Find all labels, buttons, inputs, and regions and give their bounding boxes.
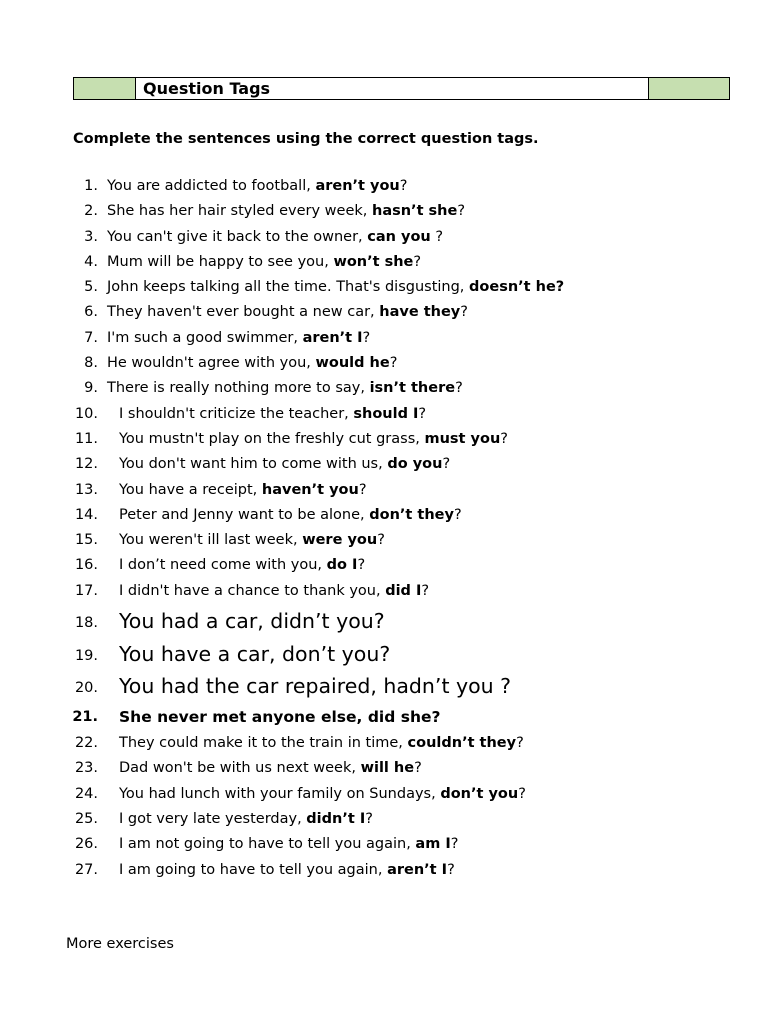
- question-tag: should I: [353, 405, 419, 422]
- list-item: [0, 452, 768, 477]
- item-text: You have a receipt, haven’t you?: [119, 481, 367, 498]
- list-item: [0, 351, 768, 376]
- item-text: She has her hair styled every week, hasn’t she?: [107, 203, 466, 220]
- list-item: [0, 832, 768, 857]
- question-list: [0, 174, 768, 883]
- question-tag: haven’t you: [261, 481, 359, 498]
- item-text: They could make it to the train in time, couldn’t they?: [119, 735, 524, 752]
- question-tag: don’t you: [440, 785, 519, 802]
- item-number: 4.: [84, 253, 98, 270]
- item-number: 19.: [74, 648, 98, 665]
- question-tag: hasn’t she: [372, 203, 458, 220]
- item-text: I shouldn't criticize the teacher, should I?: [119, 405, 427, 422]
- question-tag: aren’t you: [315, 178, 400, 194]
- item-number: 21.: [72, 709, 98, 726]
- list-item: [0, 731, 768, 756]
- item-text: He wouldn't agree with you, would he?: [107, 355, 398, 372]
- list-item: [0, 326, 768, 351]
- list-item: [0, 528, 768, 553]
- item-number: 9.: [84, 380, 98, 397]
- item-number: 6.: [84, 304, 98, 321]
- list-item: [0, 671, 768, 703]
- list-item: [0, 478, 768, 503]
- list-item: [0, 199, 768, 224]
- question-tag: won’t she: [333, 253, 414, 270]
- item-text: You are addicted to football, aren’t you?: [107, 178, 408, 194]
- list-item: [0, 300, 768, 325]
- question-tag: am I: [415, 836, 451, 853]
- item-number: 24.: [74, 785, 98, 802]
- list-item: [0, 782, 768, 807]
- item-text: John keeps talking all the time. That's disgusting, doesn’t he?: [107, 279, 565, 296]
- item-text: You mustn't play on the freshly cut grass, must you?: [119, 430, 508, 447]
- item-text: Mum will be happy to see you, won’t she?: [107, 253, 422, 270]
- item-text: I am going to have to tell you again, aren’t I?: [119, 861, 455, 878]
- item-number: 5.: [84, 279, 98, 296]
- item-number: 20.: [74, 680, 98, 697]
- question-tag: aren’t I: [302, 329, 363, 346]
- item-text: They haven't ever bought a new car, have they?: [107, 304, 468, 321]
- item-number: 26.: [74, 836, 98, 853]
- list-item: [0, 553, 768, 578]
- question-tag: aren’t I: [387, 861, 448, 878]
- question-tag: doesn’t he?: [469, 279, 565, 296]
- item-number: 22.: [74, 735, 98, 752]
- title-left-green-cell: [74, 78, 136, 99]
- item-number: 13.: [74, 481, 98, 498]
- question-tag: would he: [315, 355, 390, 372]
- question-tag: didn’t I: [306, 810, 366, 827]
- page-title: Question Tags: [143, 79, 271, 98]
- list-item: [0, 579, 768, 604]
- item-text: I don’t need come with you, do I?: [119, 557, 366, 574]
- item-text: I am not going to have to tell you again, am I?: [119, 836, 459, 853]
- question-tag: isn’t there: [369, 380, 456, 397]
- item-number: 10.: [74, 405, 98, 422]
- title-table: [73, 77, 730, 100]
- question-tag: do you: [387, 456, 443, 473]
- item-number: 27.: [74, 861, 98, 878]
- item-number: 11.: [74, 430, 98, 447]
- item-number: 16.: [74, 557, 98, 574]
- list-item: [0, 756, 768, 781]
- question-tag: must you: [424, 430, 501, 447]
- list-item: [0, 427, 768, 452]
- item-number: 12.: [74, 456, 98, 473]
- item-text: You had a car, didn’t you?: [119, 609, 385, 634]
- question-tag: can you: [367, 228, 431, 245]
- item-number: 14.: [74, 506, 98, 523]
- list-item: [0, 638, 768, 671]
- item-number: 18.: [74, 615, 98, 632]
- item-number: 1.: [84, 178, 98, 194]
- list-item: [0, 250, 768, 275]
- item-text: I'm such a good swimmer, aren’t I?: [107, 329, 371, 346]
- list-item: [0, 503, 768, 528]
- item-text: You had the car repaired, hadn’t you ?: [119, 674, 512, 699]
- item-text: You have a car, don’t you?: [119, 642, 391, 667]
- item-number: 7.: [84, 329, 98, 346]
- instructions: Complete the sentences using the correct question tags.: [73, 131, 539, 147]
- question-tag: were you: [302, 532, 378, 549]
- question-tag: have they: [379, 304, 461, 321]
- question-tag: don’t they: [369, 506, 454, 523]
- item-text: She never met anyone else, did she?: [119, 708, 441, 727]
- list-item: [0, 858, 768, 883]
- item-text: You weren't ill last week, were you?: [119, 532, 385, 549]
- item-number: 3.: [84, 228, 98, 245]
- item-text: I got very late yesterday, didn’t I?: [119, 810, 373, 827]
- list-item: [0, 703, 768, 731]
- question-tag: will he: [360, 760, 415, 777]
- title-right-green-cell: [648, 78, 729, 99]
- item-text: There is really nothing more to say, isn’t there?: [107, 380, 463, 397]
- list-item: [0, 807, 768, 832]
- list-item: [0, 376, 768, 401]
- item-number: 23.: [74, 760, 98, 777]
- item-number: 17.: [74, 582, 98, 599]
- more-exercises-link[interactable]: More exercises: [66, 936, 174, 952]
- question-tag: do I: [326, 557, 358, 574]
- list-item: [0, 275, 768, 300]
- list-item: [0, 225, 768, 250]
- question-tag: did I: [385, 582, 422, 599]
- question-tag: couldn’t they: [407, 735, 517, 752]
- item-text: Dad won't be with us next week, will he?: [119, 760, 422, 777]
- list-item: [0, 604, 768, 638]
- list-item: [0, 174, 768, 199]
- item-number: 2.: [84, 203, 98, 220]
- item-number: 15.: [74, 532, 98, 549]
- item-text: You can't give it back to the owner, can you ?: [107, 228, 444, 245]
- item-number: 25.: [74, 810, 98, 827]
- item-text: Peter and Jenny want to be alone, don’t they?: [119, 506, 462, 523]
- item-text: You had lunch with your family on Sundays, don’t you?: [119, 785, 526, 802]
- item-number: 8.: [84, 355, 98, 372]
- list-item: [0, 402, 768, 427]
- item-text: I didn't have a chance to thank you, did I?: [119, 582, 430, 599]
- item-text: You don't want him to come with us, do you?: [119, 456, 451, 473]
